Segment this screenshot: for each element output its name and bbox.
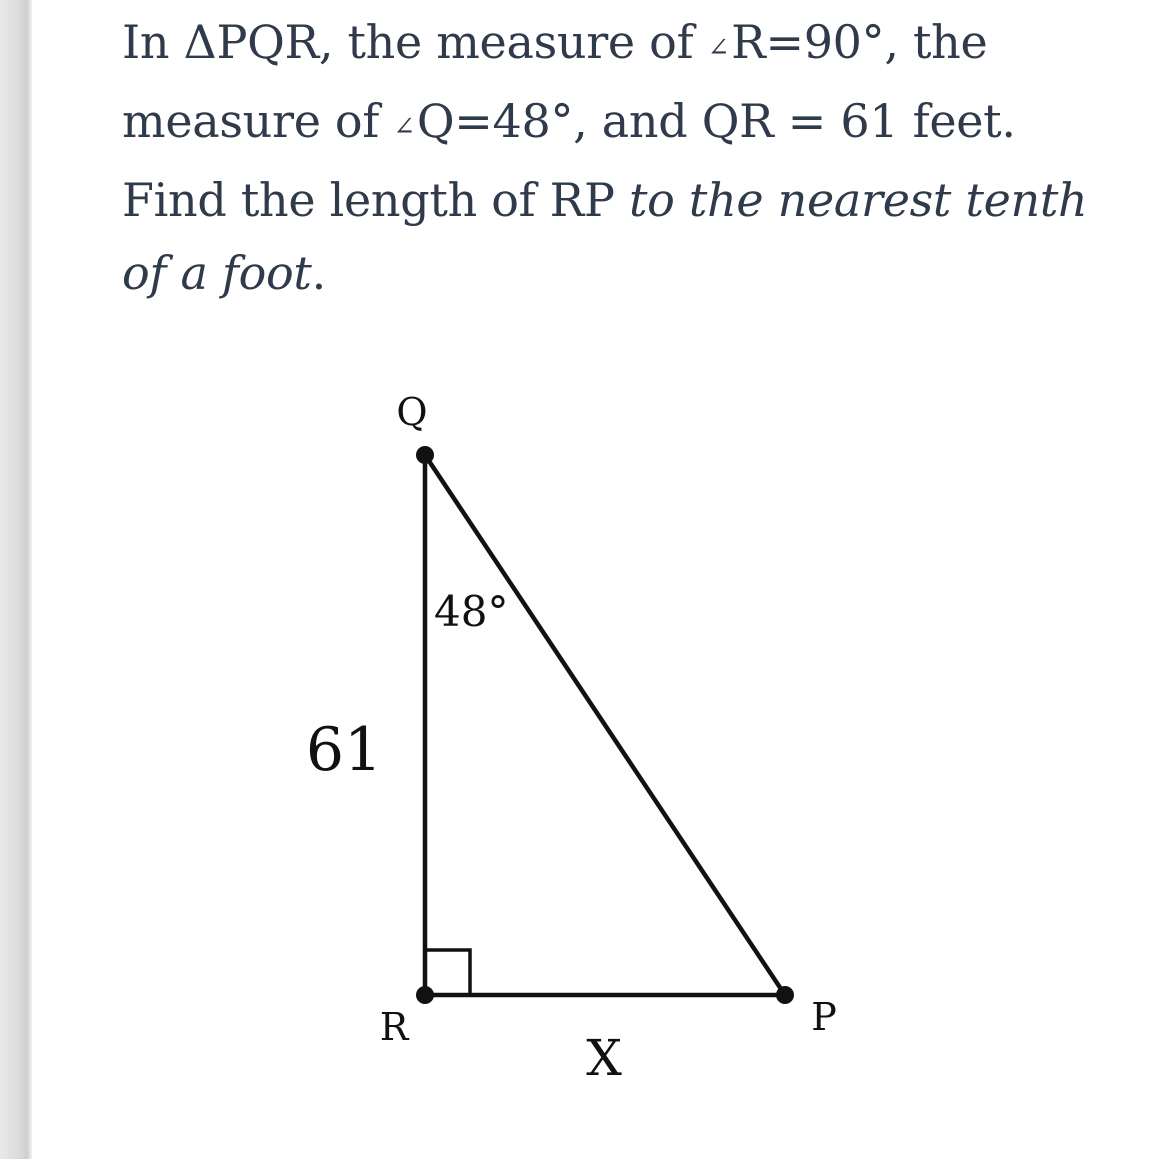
angle-symbol: ∠	[707, 33, 730, 63]
vertex-q-label: Q	[396, 390, 428, 434]
side-qp	[425, 455, 785, 995]
precision-instruction-end: of a foot	[122, 246, 312, 300]
problem-line-1: In ΔPQR, the measure of ∠R=90°, the	[122, 15, 988, 69]
problem-line-4: of a foot.	[122, 246, 326, 300]
problem-line-2: measure of ∠Q=48°, and QR = 61 feet.	[122, 94, 1016, 148]
vertex-r-point	[416, 986, 434, 1004]
angle-symbol: ∠	[393, 112, 415, 142]
vertex-p-label: P	[811, 995, 837, 1039]
vertex-q-point	[416, 446, 434, 464]
side-rp-unknown-label: X	[586, 1029, 622, 1087]
angle-q-label: 48°	[434, 587, 509, 636]
vertex-r-label: R	[379, 1005, 409, 1049]
right-angle-marker	[425, 950, 470, 995]
precision-instruction: to the nearest tenth	[628, 173, 1088, 227]
side-qr-length-label: 61	[305, 715, 383, 785]
vertex-p-point	[776, 986, 794, 1004]
problem-line-3: Find the length of RP to the nearest tenth	[122, 173, 1088, 227]
